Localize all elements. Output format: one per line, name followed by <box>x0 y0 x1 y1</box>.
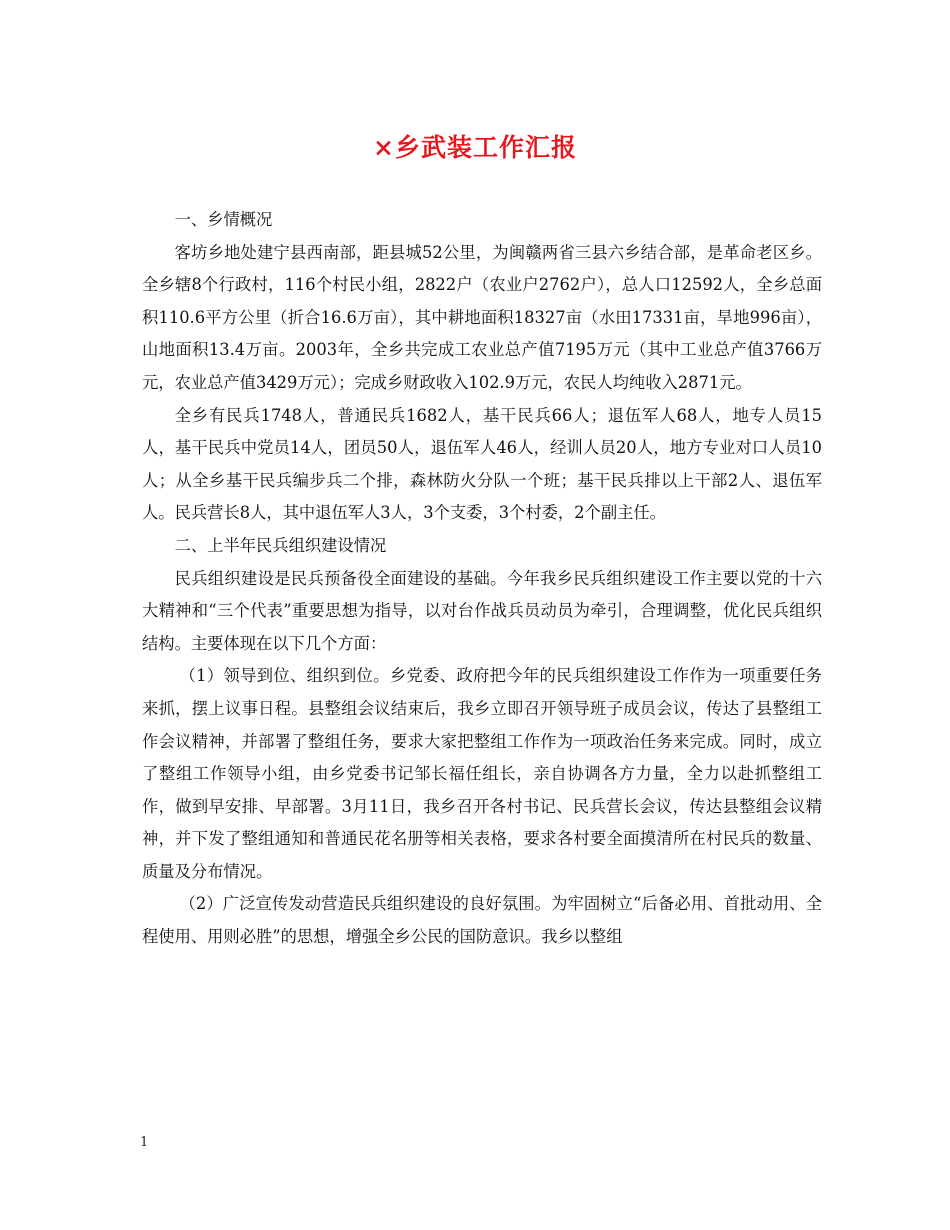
section-heading-overview: 一、乡情概况 <box>174 210 273 229</box>
paragraph-item-2: （2）广泛宣传发动营造民兵组织建设的良好氛围。为牢固树立“后备必用、首批动用、全程使用、用则必胜”的思想，增强全乡公民的国防意识。我乡以整组 <box>142 894 822 947</box>
paragraph-militia-stats: 全乡有民兵1748人，普通民兵1682人，基干民兵66人；退伍军人68人，地专人员15人，基干民兵中党员14人，团员50人，退伍军人46人，经训人员20人，地方专业对口人员10人；从全乡基干民兵编步兵二个排，森林防火分队一个班；基干民兵排以上干部2人、退伍军人。民兵营长8人，其中退伍军人3人，3个支委，3个村委，2个副主任。 <box>142 405 822 523</box>
section-heading-organization: 二、上半年民兵组织建设情况 <box>174 535 387 555</box>
paragraph-item-1: （1）领导到位、组织到位。乡党委、政府把今年的民兵组织建设工作作为一项重要任务来抓，摆上议事日程。县整组会议结束后，我乡立即召开领导班子成员会议，传达了县整组工作会议精神，并部署了整组任务，要求大家把整组工作作为一项政治任务来完成。同时，成立了整组工作领导小组，由乡党委书记邹长福任组长，亲自协调各方力量，全力以赴抓整组工作，做到早安排、早部署。3月11日，我乡召开各村书记、民兵营长会议，传达县整组会议精神，并下发了整组通知和普通民花名册等相关表格，要求各村要全面摸清所在村民兵的数量、质量及分布情况。 <box>142 666 822 881</box>
paragraph-organization-intro: 民兵组织建设是民兵预备役全面建设的基础。今年我乡民兵组织建设工作主要以党的十六大精神和“三个代表”重要思想为指导，以对台作战兵员动员为牵引，合理调整，优化民兵组织结构。主要体现在以下几个方面： <box>142 568 822 653</box>
document-body <box>142 204 822 954</box>
paragraph-township-profile: 客坊乡地处建宁县西南部，距县城52公里，为闽赣两省三县六乡结合部，是革命老区乡。全乡辖8个行政村，116个村民小组，2822户（农业户2762户），总人口12592人，全乡总面积110.6平方公里（折合16.6万亩），其中耕地面积18327亩（水田17331亩，旱地996亩），山地面积13.4万亩。2003年，全乡共完成工农业总产值7195万元（其中工业总产值3766万元，农业总产值3429万元）；完成乡财政收入102.9万元，农民人均纯收入2871元。 <box>142 242 822 392</box>
document-title: ×乡武装工作汇报 <box>373 133 577 162</box>
page-number: 1 <box>140 1135 149 1150</box>
